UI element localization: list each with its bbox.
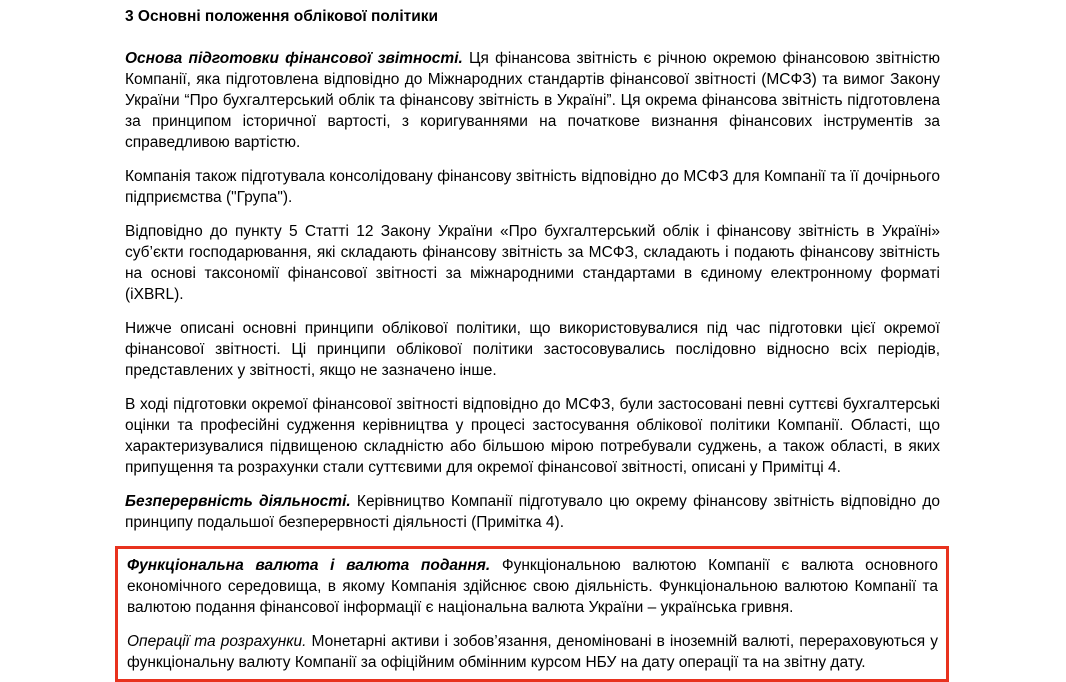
paragraph-text: Монетарні активи і зобов’язання, деноміновані в іноземній валюті, перераховуються у функціональну валюту Компанії за офіційним обмінним курсом НБУ на дату операції та на звітну дату.	[127, 633, 938, 671]
paragraph-text: Компанія також підготувала консолідовану фінансову звітність відповідно до МСФЗ для Компанії та її дочірнього підприємства ("Група").	[125, 168, 940, 206]
paragraph-lead: Основа підготовки фінансової звітності.	[125, 50, 463, 67]
paragraph-text: Керівництво Компанії підготувало цю окрему фінансову звітність відповідно до принципу подальшої безперервності діяльності (Примітка 4).	[125, 493, 940, 531]
paragraph-text: Функціональною валютою Компанії є валюта основного економічного середовища, в якому Компанія здійснює свою діяльність. Функціональною валютою Компанії та валютою подання фінансової інформації є національна валюта України – українська гривня.	[127, 557, 938, 616]
paragraph-basis-of-preparation	[125, 48, 940, 153]
section-heading: 3 Основні положення облікової політики	[125, 8, 439, 25]
paragraph-ixbrl	[125, 221, 940, 305]
paragraph-functional-currency	[127, 555, 938, 618]
paragraph-going-concern	[125, 491, 940, 533]
paragraph-lead: Функціональна валюта і валюта подання.	[127, 557, 491, 574]
highlight-box	[115, 546, 949, 682]
paragraph-text: Нижче описані основні принципи облікової політики, що використовувалися під час підготовки цієї окремої фінансової звітності. Ці принципи облікової політики застосовувались послідовно відносно всіх періодів, представлених у звітності, якщо не зазначено інше.	[125, 320, 940, 379]
paragraph-lead: Операції та розрахунки.	[127, 633, 307, 650]
document-page	[125, 6, 940, 682]
paragraph-text: В ході підготовки окремої фінансової звітності відповідно до МСФЗ, були застосовані певні суттєві бухгалтерські оцінки та професійні судження керівництва у процесі застосування облікової політики Компанії. Області, що характеризувалися підвищеною складністю або більшою мірою потребували суджень, а також області, в яких припущення та розрахунки стали суттєвими для окремої фінансової звітності, описані у Примітці 4.	[125, 396, 940, 476]
paragraph-text: Відповідно до пункту 5 Статті 12 Закону України «Про бухгалтерський облік і фінансову звітність в Україні» суб’єкти господарювання, які складають фінансову звітність за МСФЗ, складають і подають фінансову звітність на основі таксономії фінансової звітності за міжнародними стандартами в єдиному електронному форматі (iXBRL).	[125, 223, 940, 303]
paragraph-transactions	[127, 631, 938, 673]
paragraph-principles	[125, 318, 940, 381]
paragraph-lead: Безперервність діяльності.	[125, 493, 351, 510]
paragraph-consolidated	[125, 166, 940, 208]
paragraph-estimates	[125, 394, 940, 478]
paragraph-text: Ця фінансова звітність є річною окремою фінансовою звітністю Компанії, яка підготовлена відповідно до Міжнародних стандартів фінансової звітності (МСФЗ) та вимог Закону України “Про бухгалтерський облік та фінансову звітність в Україні”. Ця окрема фінансова звітність підготовлена за принципом історичної вартості, з коригуваннями на початкове визнання фінансових інструментів за справедливою вартістю.	[125, 50, 940, 151]
